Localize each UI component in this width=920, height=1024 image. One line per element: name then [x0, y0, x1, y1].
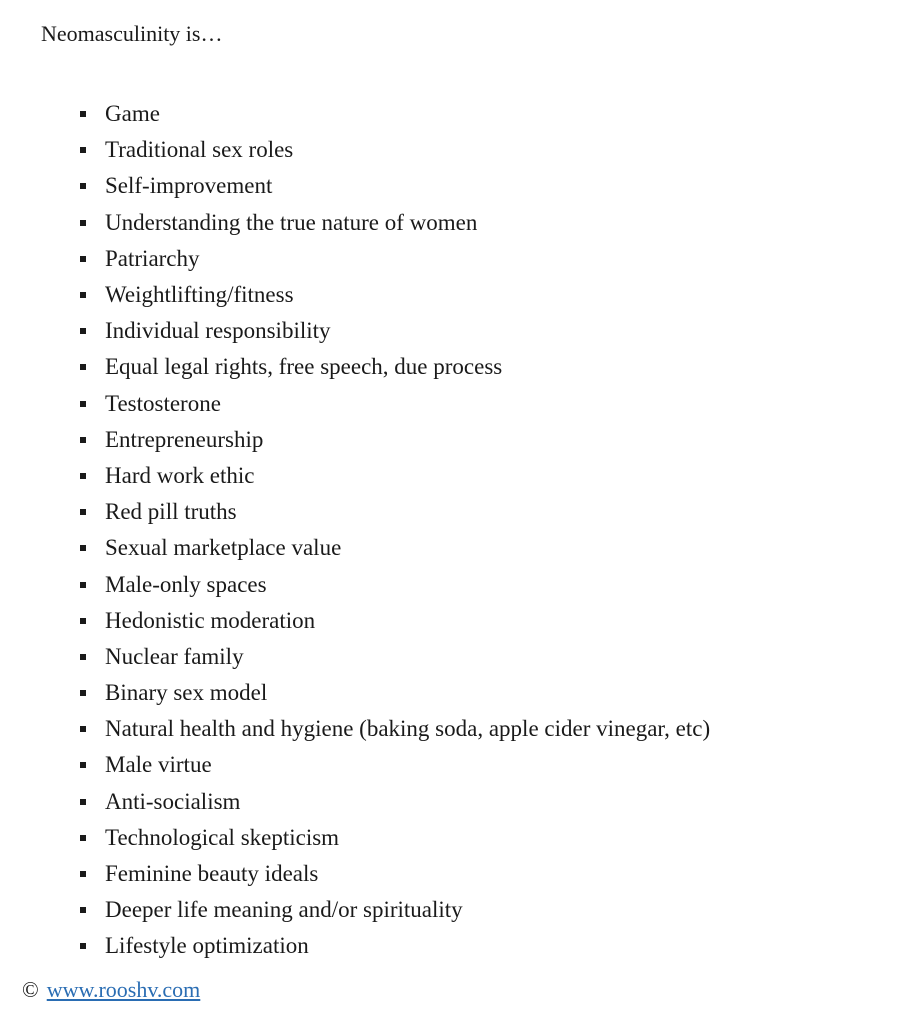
list-item-text: Weightlifting/fitness [105, 282, 294, 308]
list-item [80, 530, 710, 566]
list-item-text: Testosterone [105, 390, 221, 416]
list-item [80, 494, 710, 530]
square-bullet-icon [80, 545, 86, 551]
list-item [80, 96, 710, 132]
list-item-text: Patriarchy [105, 245, 200, 271]
list-item-text: Entrepreneurship [105, 426, 264, 452]
list-item-text: Male virtue [105, 752, 212, 778]
list-item [80, 856, 710, 892]
list-item-text: Hard work ethic [105, 462, 255, 488]
list-item [80, 132, 710, 168]
list-item [80, 386, 710, 422]
square-bullet-icon [80, 292, 86, 298]
list-item [80, 349, 710, 385]
list-item-text: Anti-socialism [105, 788, 241, 814]
list-item [80, 928, 710, 964]
list-item-text: Binary sex model [105, 680, 268, 706]
list-item [80, 205, 710, 241]
list-item-text: Game [105, 101, 160, 127]
square-bullet-icon [80, 907, 86, 913]
square-bullet-icon [80, 328, 86, 334]
square-bullet-icon [80, 654, 86, 660]
square-bullet-icon [80, 256, 86, 262]
square-bullet-icon [80, 111, 86, 117]
list-item [80, 675, 710, 711]
list-item [80, 711, 710, 747]
list-item [80, 603, 710, 639]
square-bullet-icon [80, 799, 86, 805]
square-bullet-icon [80, 147, 86, 153]
list-item [80, 422, 710, 458]
list-item [80, 168, 710, 204]
list-item-text: Feminine beauty ideals [105, 861, 319, 887]
list-item-text: Hedonistic moderation [105, 607, 316, 633]
list-item [80, 639, 710, 675]
list-item-text: Sexual marketplace value [105, 535, 342, 561]
list-item-text: Understanding the true nature of women [105, 209, 478, 235]
square-bullet-icon [80, 401, 86, 407]
square-bullet-icon [80, 437, 86, 443]
list-item-text: Deeper life meaning and/or spirituality [105, 897, 463, 923]
square-bullet-icon [80, 835, 86, 841]
website-link[interactable]: www.rooshv.com [46, 977, 201, 1002]
list-item-text: Self-improvement [105, 173, 273, 199]
list-item-text: Natural health and hygiene (baking soda, apple cider vinegar, etc) [105, 716, 711, 742]
square-bullet-icon [80, 183, 86, 189]
copyright-symbol: © [22, 977, 39, 1002]
square-bullet-icon [80, 762, 86, 768]
list-item-text: Red pill truths [105, 499, 237, 525]
square-bullet-icon [80, 582, 86, 588]
list-item-text: Technological skepticism [105, 824, 340, 850]
intro-heading: Neomasculinity is… [41, 21, 223, 46]
list-item [80, 566, 710, 602]
list-item [80, 458, 710, 494]
list-item [80, 277, 710, 313]
square-bullet-icon [80, 473, 86, 479]
list-item [80, 747, 710, 783]
list-item [80, 241, 710, 277]
list-item-text: Male-only spaces [105, 571, 267, 597]
list-item-text: Individual responsibility [105, 318, 331, 344]
list-item [80, 313, 710, 349]
square-bullet-icon [80, 943, 86, 949]
square-bullet-icon [80, 509, 86, 515]
list-item-text: Equal legal rights, free speech, due process [105, 354, 503, 380]
list-item [80, 784, 710, 820]
square-bullet-icon [80, 220, 86, 226]
neomasculinity-list [80, 96, 710, 965]
square-bullet-icon [80, 871, 86, 877]
list-item [80, 892, 710, 928]
list-item-text: Nuclear family [105, 643, 244, 669]
square-bullet-icon [80, 618, 86, 624]
square-bullet-icon [80, 364, 86, 370]
list-item-text: Traditional sex roles [105, 137, 294, 163]
list-item-text: Lifestyle optimization [105, 933, 309, 959]
square-bullet-icon [80, 690, 86, 696]
list-item [80, 820, 710, 856]
copyright-footer [22, 976, 200, 1004]
square-bullet-icon [80, 726, 86, 732]
